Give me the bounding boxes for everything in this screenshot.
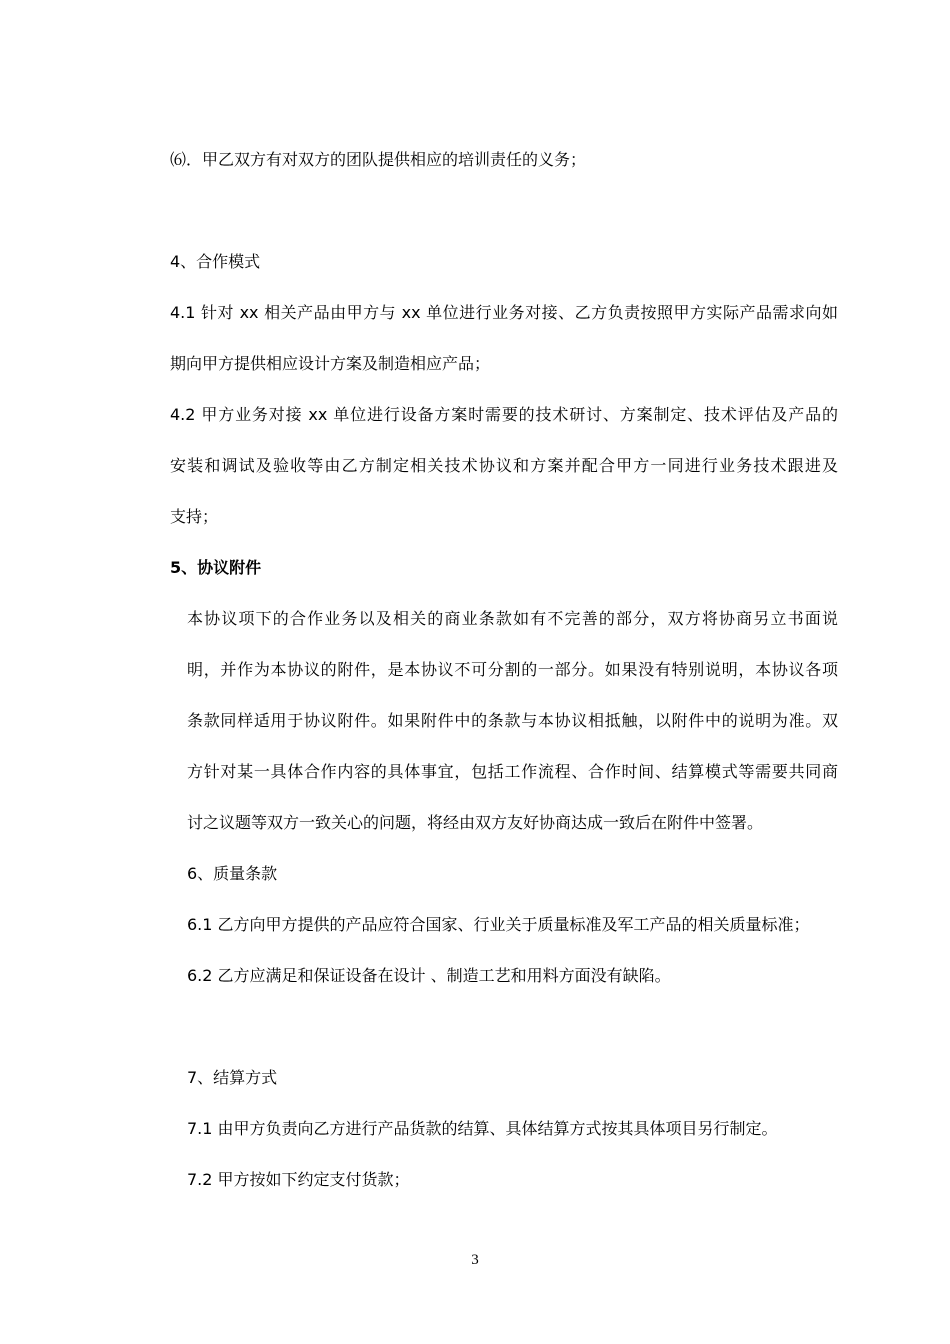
section-5-para-line-3: 条款同样适用于协议附件。如果附件中的条款与本协议相抵触，以附件中的说明为准。双 — [187, 711, 838, 730]
clause-6-1: 6.1 乙方向甲方提供的产品应符合国家、行业关于质量标准及军工产品的相关质量标准； — [187, 915, 810, 934]
clause-4-1-line-2: 期向甲方提供相应设计方案及制造相应产品； — [170, 354, 491, 373]
clause-7-1: 7.1 由甲方负责向乙方进行产品货款的结算、具体结算方式按其具体项目另行制定。 — [187, 1119, 778, 1138]
clause-4-2-line-1: 4.2 甲方业务对接 xx 单位进行设备方案时需要的技术研讨、方案制定、技术评估及产品的 — [170, 405, 838, 424]
clause-4-2-line-3: 支持； — [170, 507, 219, 526]
item-6-text: ⑹．甲乙双方有对双方的团队提供相应的培训责任的义务； — [170, 150, 587, 169]
section-6-heading: 6、质量条款 — [187, 864, 278, 883]
clause-4-2-line-2: 安装和调试及验收等由乙方制定相关技术协议和方案并配合甲方一同进行业务技术跟进及 — [170, 456, 838, 475]
section-5-para-line-1: 本协议项下的合作业务以及相关的商业条款如有不完善的部分，双方将协商另立书面说 — [187, 609, 838, 628]
clause-4-1-line-1: 4.1 针对 xx 相关产品由甲方与 xx 单位进行业务对接、乙方负责按照甲方实际产品需求向如 — [170, 303, 838, 322]
page-number: 3 — [471, 1252, 479, 1268]
clause-6-2: 6.2 乙方应满足和保证设备在设计 、制造工艺和用料方面没有缺陷。 — [187, 966, 671, 985]
section-5-heading: 5、协议附件 — [170, 558, 262, 577]
section-5-para-line-5: 讨之议题等双方一致关心的问题，将经由双方友好协商达成一致后在附件中签署。 — [187, 813, 764, 832]
section-4-heading: 4、合作模式 — [170, 252, 261, 271]
section-7-heading: 7、结算方式 — [187, 1068, 278, 1087]
section-5-para-line-2: 明，并作为本协议的附件，是本协议不可分割的一部分。如果没有特别说明，本协议各项 — [187, 660, 838, 679]
section-5-para-line-4: 方针对某一具体合作内容的具体事宜，包括工作流程、合作时间、结算模式等需要共同商 — [187, 762, 838, 781]
clause-7-2: 7.2 甲方按如下约定支付货款； — [187, 1170, 410, 1189]
